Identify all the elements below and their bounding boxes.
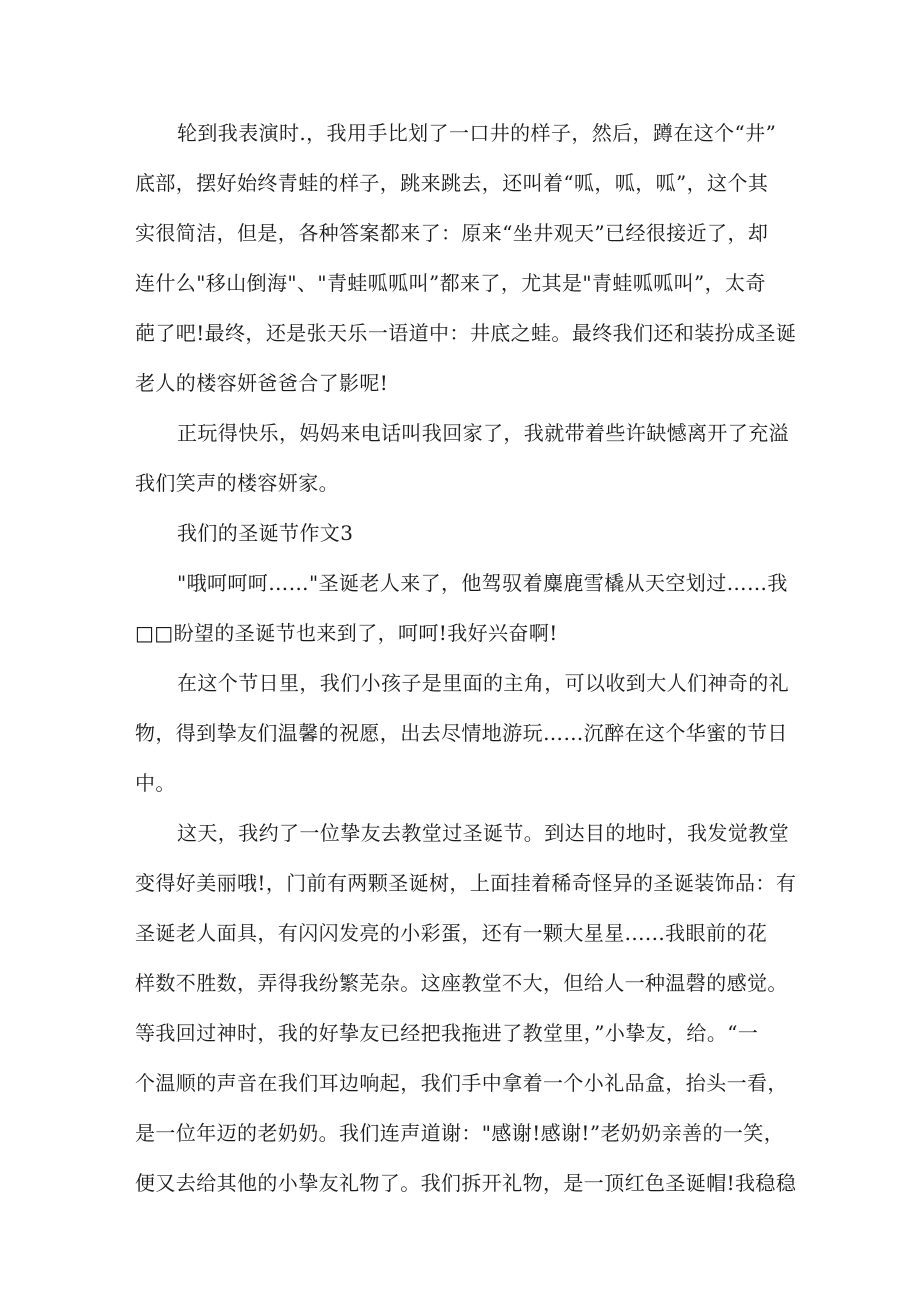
paragraph-5-line-7: 是一位年迈的老奶奶。我们连声道谢："感谢!感谢!”老奶奶亲善的一笑， [135,1121,785,1145]
paragraph-5-line-2: 变得好美丽哦!，门前有两颗圣诞树，上面挂着稀奇怪异的圣诞装饰品：有 [135,871,797,895]
paragraph-1-line-6: 老人的楼容妍爸爸合了影呢! [135,371,389,395]
paragraph-3-line-2: □□盼望的圣诞节也来到了，呵呵!我好兴奋啊! [135,621,558,645]
paragraph-1-line-3: 实很简洁，但是，各种答案都来了：原来“坐井观天”已经很接近了，却 [135,221,769,245]
paragraph-2-line-2: 我们笑声的楼容妍家。 [135,471,339,495]
paragraph-1-line-5: 葩了吧!最终，还是张天乐一语道中：井底之蛙。最终我们还和装扮成圣诞 [135,321,797,345]
paragraph-5-line-3: 圣诞老人面具，有闪闪发亮的小彩蛋，还有一颗大星星......我眼前的花 [135,921,768,945]
paragraph-4-line-2: 物，得到挚友们温馨的祝愿，出去尽情地游玩……沉醉在这个华蜜的节日 [135,721,788,745]
section-title: 我们的圣诞节作文3 [177,521,354,545]
paragraph-5-line-1: 这天，我约了一位挚友去教堂过圣诞节。到达目的地时，我发觉教堂 [177,821,789,845]
paragraph-1-line-1: 轮到我表演时.，我用手比划了一口井的样子，然后，蹲在这个“井” [177,121,777,145]
paragraph-5-line-6: 个温顺的声音在我们耳边响起，我们手中拿着一个小礼品盒，抬头一看， [135,1071,788,1095]
paragraph-1-line-4: 连什么"移山倒海"、"青蛙呱呱叫”都来了，尤其是"青蛙呱呱叫”，太奇 [135,271,766,295]
paragraph-3-line-1: "哦呵呵呵……"圣诞老人来了，他驾驭着麋鹿雪橇从天空划过……我 [177,571,788,595]
paragraph-1-line-2: 底部，摆好始终青蛙的样子，跳来跳去，还叫着“呱，呱，呱”，这个其 [135,171,769,195]
paragraph-4-line-3: 中。 [135,771,176,795]
paragraph-4-line-1: 在这个节日里，我们小孩子是里面的主角，可以收到大人们神奇的礼 [177,671,789,695]
paragraph-5-line-5: 等我回过神时，我的好挚友已经把我拖进了教堂里，”小挚友，给。“一 [135,1021,759,1045]
paragraph-5-line-8: 便又去给其他的小挚友礼物了。我们拆开礼物，是一顶红色圣诞帽!我稳稳 [135,1171,797,1195]
paragraph-5-line-4: 样数不胜数，弄得我纷繁芜杂。这座教堂不大，但给人一种温磬的感觉。 [135,971,788,995]
paragraph-2-line-1: 正玩得快乐，妈妈来电话叫我回家了，我就带着些许缺憾离开了充溢 [177,421,789,445]
